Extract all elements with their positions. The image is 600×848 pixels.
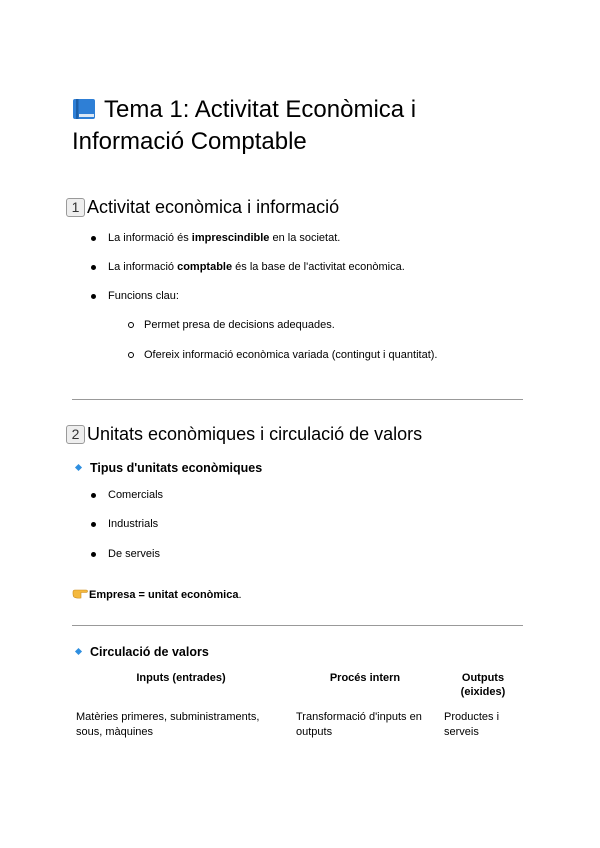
table-cell: Matèries primeres, subministraments, sous, màquines: [76, 711, 260, 738]
subsection-heading: Tipus d'unitats econòmiques: [76, 460, 262, 476]
section-2-heading: [66, 423, 422, 445]
keycap-2-icon: 2: [66, 425, 85, 444]
list-item: Industrials: [108, 517, 158, 531]
bullet-circle-icon: [128, 352, 134, 358]
bullet-dot-icon: [91, 552, 96, 557]
sub-list-item: Permet presa de decisions adequades.: [144, 318, 335, 332]
list-item: Funcions clau:: [108, 289, 179, 303]
table-header-inputs: Inputs (entrades): [136, 672, 226, 684]
bullet-dot-icon: [91, 493, 96, 498]
pointing-hand-icon: [72, 588, 88, 599]
blue-diamond-icon: [75, 648, 82, 655]
table-header-process: Procés intern: [329, 672, 401, 684]
section-2-heading-text: Unitats econòmiques i circulació de valors: [87, 424, 423, 444]
bullet-dot-icon: [91, 522, 96, 527]
bullet-dot-icon: [91, 236, 96, 241]
list-item: De serveis: [108, 547, 160, 561]
table-header-outputs: Outputs (eixides): [460, 672, 506, 698]
section-1-heading-text: Activitat econòmica i informació: [87, 197, 340, 217]
blue-book-icon: [72, 98, 96, 120]
table-cell: Transformació d'inputs en outputs: [296, 711, 422, 738]
divider: [72, 399, 523, 400]
list-item: Comercials: [108, 488, 163, 502]
table-cell: Productes i serveis: [444, 711, 500, 738]
divider: [72, 625, 523, 626]
bullet-dot-icon: [91, 294, 96, 299]
bullet-dot-icon: [91, 265, 96, 270]
blue-diamond-icon: [75, 464, 82, 471]
section-1-heading: [66, 196, 339, 218]
list-item: La informació és imprescindible en la societat.: [108, 231, 340, 245]
subsection-heading: Circulació de valors: [76, 644, 209, 660]
page-title: [72, 94, 532, 158]
callout-note: Empresa = unitat econòmica.: [72, 588, 242, 602]
list-item: La informació comptable és la base de l'activitat econòmica.: [108, 260, 405, 274]
title-text: Tema 1: Activitat Econòmica i Informació Comptable: [72, 96, 417, 155]
keycap-1-icon: 1: [66, 198, 85, 217]
sub-list-item: Ofereix informació econòmica variada (contingut i quantitat).: [144, 348, 437, 362]
bullet-circle-icon: [128, 322, 134, 328]
